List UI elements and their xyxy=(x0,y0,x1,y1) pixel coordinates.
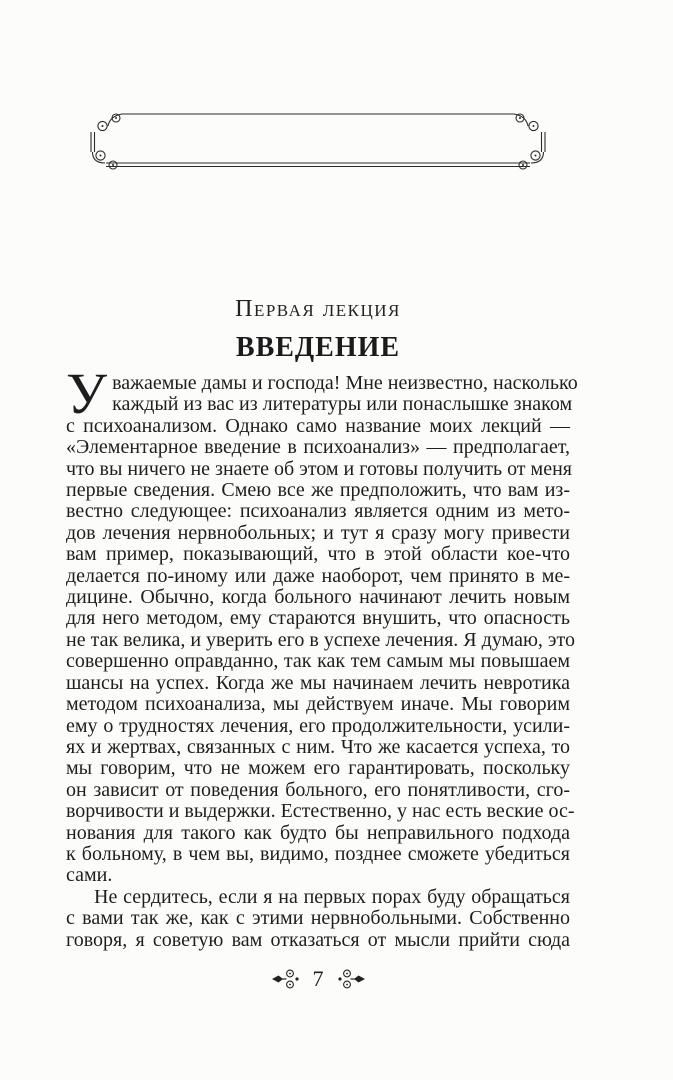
text-line: вестно следующее: психоанализ является одним из мето- xyxy=(66,500,570,523)
body-text xyxy=(66,361,578,951)
text-line: не так велика, и уверить его в успехе лечения. Я думаю, это xyxy=(66,628,575,651)
text-line: для него методом, ему стараются внушить, что опасность xyxy=(66,607,570,630)
text-line: ях и жертвах, связанных с ним. Что же касается успеха, то xyxy=(66,735,570,758)
lecture-caption: Первая лекция xyxy=(235,296,401,322)
text-line: первые сведения. Смею все же предположить, что вам из- xyxy=(66,479,570,502)
text-line: ему о трудностях лечения, его продолжительности, усили- xyxy=(66,714,570,737)
text-line: «Элементарное введение в психоанализ» — предполагает, xyxy=(66,436,570,459)
text-line: с вами так же, как с этими нервнобольными. Собственно xyxy=(66,907,570,930)
page-content xyxy=(66,0,578,992)
text-line: мы говорим, что не можем его гарантировать, поскольку xyxy=(66,757,570,780)
text-line: важаемые дамы и господа! Мне неизвестно, насколько xyxy=(112,372,578,394)
text-line: шансы на успех. Когда же мы начинаем лечить невротика xyxy=(66,671,570,694)
text-line: говоря, я советую вам отказаться от мысли прийти сюда xyxy=(66,928,570,951)
page-number: 7 xyxy=(312,965,324,991)
frame-ornament-icon xyxy=(82,107,554,171)
text-line: дицине. Обычно, когда больного начинают лечить новым xyxy=(66,586,570,609)
text-line: к больному, в чем вы, видимо, позднее сможете убедиться xyxy=(66,842,570,865)
text-line: дов лечения нервнобольных; и тут я сразу могу привести xyxy=(66,521,570,544)
fleuron-left-icon xyxy=(270,968,300,990)
page-footer xyxy=(66,966,570,992)
text-line: методом психоанализа, мы действуем иначе. Мы говорим xyxy=(66,693,570,716)
text-line: сами. xyxy=(66,864,113,887)
ornamental-frame xyxy=(82,107,554,171)
text-line: Не сердитесь, если я на первых порах буду обращаться xyxy=(94,885,570,908)
paragraph xyxy=(66,887,570,951)
text-line: он зависит от поведения больного, его понятливости, сго- xyxy=(66,778,570,801)
text-line: каждый из вас из литературы или понаслышке знаком xyxy=(112,393,573,416)
fleuron-right-icon xyxy=(337,968,367,990)
text-line: ворчивости и выдержки. Естественно, у нас есть веские ос- xyxy=(66,800,575,823)
paragraph xyxy=(66,361,578,887)
text-line: совершенно оправданно, так как тем самым мы повышаем xyxy=(66,650,570,673)
drop-cap: У xyxy=(66,361,108,426)
text-line: что вы ничего не знаете об этом и готовы получить от меня xyxy=(66,457,572,480)
text-line: вам пример, показывающий, что в этой области кое-что xyxy=(66,543,570,566)
text-line: нования для такого как будто бы неправильного подхода xyxy=(66,821,570,844)
text-line: с психоанализом. Однако само название моих лекций — xyxy=(66,414,570,437)
text-line: делается по-иному или даже наоборот, чем принято в ме- xyxy=(66,564,570,587)
chapter-title: ВВЕДЕНИЕ xyxy=(235,332,401,363)
